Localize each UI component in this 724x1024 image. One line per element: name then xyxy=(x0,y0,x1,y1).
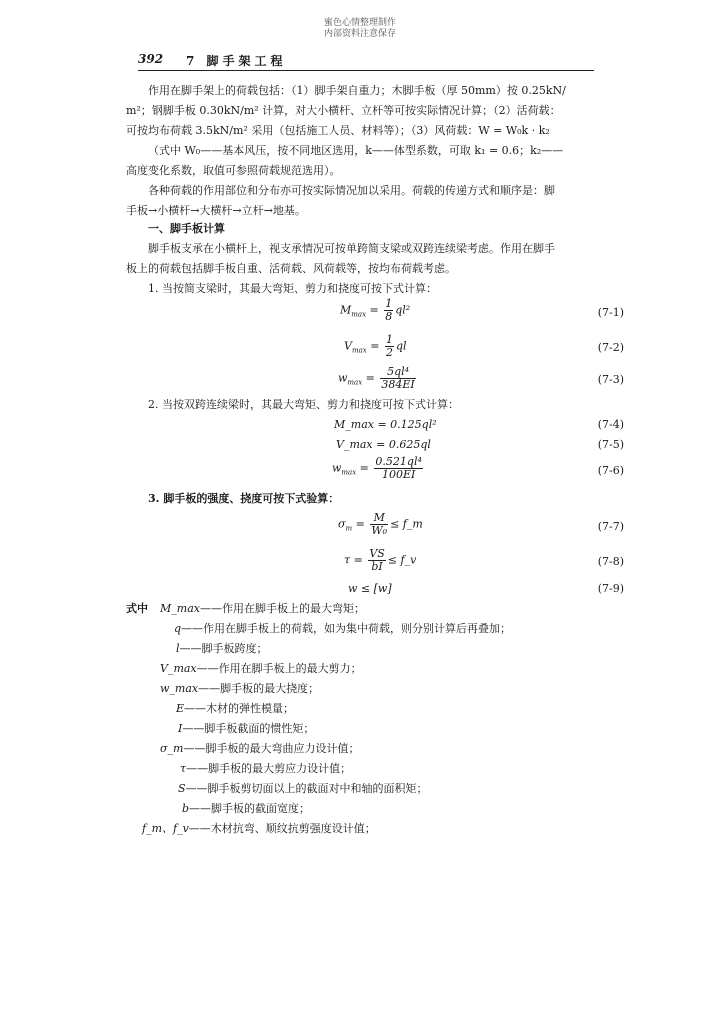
equation-number: (7-8) xyxy=(597,555,624,568)
definition-symbol: q xyxy=(174,622,182,635)
definition-row xyxy=(176,642,268,655)
equation-7-9: w ≤ [w] xyxy=(348,582,392,595)
definition-text: ——木材的弹性模量； xyxy=(184,702,295,715)
definition-text: ——作用在脚手板上的最大剪力； xyxy=(196,662,362,675)
intro-line-3: 可按均布荷载 3.5kN/m² 采用（包括施工人员、材料等）；（3）风荷载：W = W₀k · k₂ xyxy=(126,124,550,137)
definition-symbol: w_max xyxy=(160,682,199,695)
definition-symbol: I xyxy=(178,722,183,735)
definition-row xyxy=(182,802,310,815)
definition-symbol: l xyxy=(176,642,180,655)
definition-text: ——脚手板的截面宽度； xyxy=(189,802,311,815)
definition-row xyxy=(160,602,365,615)
equation-number: (7-6) xyxy=(597,464,624,477)
page-header xyxy=(138,52,594,71)
definition-text: ——作用在脚手板上的最大弯矩； xyxy=(199,602,365,615)
definition-symbol: E xyxy=(176,702,185,715)
definition-row xyxy=(178,722,314,735)
definition-text: ——脚手板的最大弯曲应力设计值； xyxy=(183,742,360,755)
definition-row xyxy=(142,822,376,835)
page-number: 392 xyxy=(138,52,164,66)
definition-text: ——脚手板的最大剪应力设计值； xyxy=(186,762,352,775)
equation-7-5: V_max = 0.625ql xyxy=(336,438,431,451)
section-line-2: 板上的荷载包括脚手板自重、活荷载、风荷载等，按均布荷载考虑。 xyxy=(126,262,456,275)
intro-line-2: m²；钢脚手板 0.30kN/m² 计算，对大小横杆、立杆等可按实际情况计算；（2）活荷载： xyxy=(126,104,561,117)
intro-line-1: 作用在脚手架上的荷载包括：（1）脚手架自重力；木脚手板（厚 50mm）按 0.25kN/ xyxy=(148,84,566,97)
definition-symbol: σ_m xyxy=(160,742,184,755)
definition-row xyxy=(160,682,319,695)
equation-number: (7-9) xyxy=(597,582,624,595)
definition-row xyxy=(160,742,359,755)
intro-line-4: （式中 W₀——基本风压，按不同地区选用，k——体型系数，可取 k₁ = 0.6；k₂—— xyxy=(148,144,564,157)
equation-7-2: $V_{max}$ = $\frac{1}{2}$ ql xyxy=(344,333,407,359)
definition-row xyxy=(180,762,351,775)
definitions-label: 式中 xyxy=(126,602,148,615)
definition-symbol: M_max xyxy=(160,602,200,615)
section-line-3: 1. 当按简支梁时，其最大弯矩、剪力和挠度可按下式计算： xyxy=(148,282,437,295)
section-line-1: 脚手板支承在小横杆上，视支承情况可按单跨简支梁或双跨连续梁考虑。作用在脚手 xyxy=(148,242,555,255)
equation-number: (7-1) xyxy=(597,306,624,319)
equation-7-3: $w_{max}$ = $\frac{\text{5ql⁴}}{384EI}$ xyxy=(338,365,415,391)
watermark xyxy=(300,18,420,40)
watermark-line-2: 内部资料注意保存 xyxy=(323,29,396,39)
definition-symbol: b xyxy=(182,802,190,815)
definition-text: ——作用在脚手板上的荷载，如为集中荷载，则分别计算后再叠加； xyxy=(181,622,512,635)
para-3: 3. 脚手板的强度、挠度可按下式验算： xyxy=(148,492,340,505)
definition-text: ——脚手板截面的惯性矩； xyxy=(182,722,315,735)
definition-symbol: τ xyxy=(180,762,187,775)
definition-row xyxy=(174,622,511,635)
para-2: 2. 当按双跨连续梁时，其最大弯矩、剪力和挠度可按下式计算： xyxy=(148,398,459,411)
definition-text: ——脚手板跨度； xyxy=(179,642,268,655)
definition-text: ——脚手板的最大挠度； xyxy=(198,682,320,695)
equation-7-6: $w_{max}$ = $\frac{\text{0.521ql⁴}}{100EI}$ xyxy=(332,455,422,481)
definition-text: ——脚手板剪切面以上的截面对中和轴的面积矩； xyxy=(185,782,428,795)
equation-7-7: $\sigma_m$ = $\frac{M}{\text{W₀}}$ ≤ f_m xyxy=(338,511,423,537)
equation-number: (7-2) xyxy=(597,341,624,354)
equation-number: (7-7) xyxy=(597,520,624,533)
equation-7-8: τ = $\frac{VS}{bI}$ ≤ f_v xyxy=(344,547,417,573)
definition-row xyxy=(176,702,294,715)
intro-line-5: 高度变化系数，取值可参照荷载规范选用）。 xyxy=(126,164,341,177)
definition-symbol: V_max xyxy=(160,662,197,675)
equation-7-1: $M_{max}$ = $\frac{1}{8}$ ql² xyxy=(340,297,411,323)
section-title: 一、脚手板计算 xyxy=(148,222,225,235)
definition-symbol: f_m、f_v xyxy=(142,822,189,835)
intro-line-7: 手板→小横杆→大横杆→立杆→地基。 xyxy=(126,204,306,217)
definition-symbol: S xyxy=(178,782,186,795)
watermark-line-1: 蜜色心情整理制作 xyxy=(323,18,396,28)
equation-number: (7-4) xyxy=(597,418,624,431)
equation-number: (7-3) xyxy=(597,373,624,386)
definition-row xyxy=(160,662,362,675)
equation-7-4: M_max = 0.125ql² xyxy=(334,418,437,431)
chapter-title: 7 脚手架工程 xyxy=(186,54,287,68)
definition-row xyxy=(178,782,428,795)
equation-number: (7-5) xyxy=(597,438,624,451)
definition-text: ——木材抗弯、顺纹抗剪强度设计值； xyxy=(188,822,376,835)
intro-line-6: 各种荷载的作用部位和分布亦可按实际情况加以采用。荷载的传递方式和顺序是：脚 xyxy=(148,184,555,197)
